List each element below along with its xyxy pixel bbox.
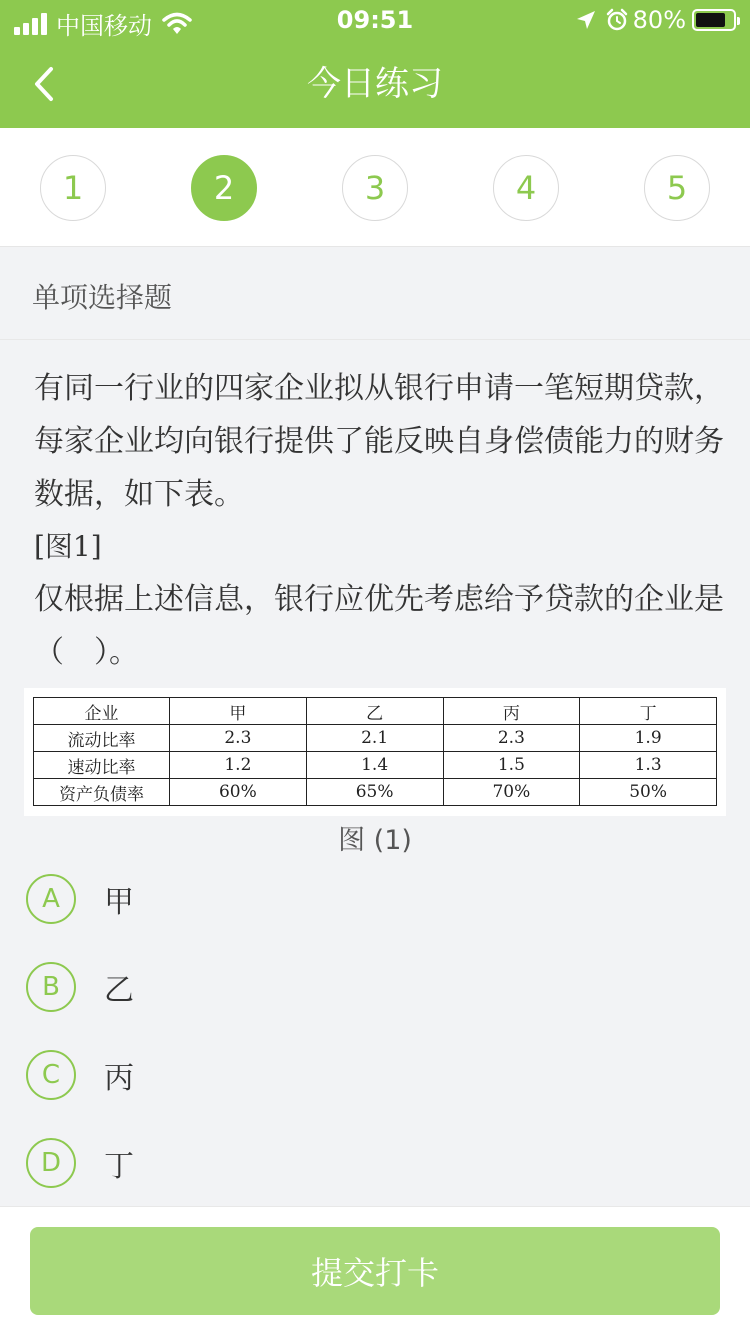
option-letter: C bbox=[26, 1050, 76, 1100]
table-cell: 60% bbox=[170, 779, 307, 806]
carrier-name: 中国移动 bbox=[56, 12, 152, 40]
table-header-cell: 甲 bbox=[170, 698, 307, 725]
step-label: 2 bbox=[213, 169, 235, 207]
option-a[interactable] bbox=[26, 871, 726, 927]
table-cell: 1.4 bbox=[306, 752, 443, 779]
step-label: 4 bbox=[515, 169, 537, 207]
option-d[interactable] bbox=[26, 1135, 726, 1191]
table-cell: 1.9 bbox=[580, 725, 717, 752]
status-bar bbox=[0, 0, 750, 40]
ratio-table bbox=[33, 697, 717, 806]
submit-button[interactable]: 提交打卡 bbox=[30, 1227, 720, 1315]
option-text: 乙 bbox=[104, 973, 134, 1008]
step-label: 1 bbox=[62, 169, 84, 207]
table-cell: 2.3 bbox=[443, 725, 580, 752]
option-text: 甲 bbox=[104, 885, 134, 920]
table-row bbox=[34, 779, 717, 806]
question-type: 单项选择题 bbox=[32, 281, 173, 314]
step-5[interactable] bbox=[644, 155, 710, 221]
option-c[interactable] bbox=[26, 1047, 726, 1103]
table-cell: 速动比率 bbox=[34, 752, 170, 779]
status-right bbox=[575, 6, 736, 34]
location-arrow-icon bbox=[575, 9, 597, 31]
table-header-cell: 乙 bbox=[306, 698, 443, 725]
battery-tip bbox=[737, 17, 740, 25]
data-table-figure bbox=[24, 688, 726, 816]
page-title: 今日练习 bbox=[307, 64, 443, 104]
option-letter: A bbox=[26, 874, 76, 924]
figure-caption: 图 (1) bbox=[338, 825, 412, 856]
battery-icon bbox=[692, 9, 736, 31]
question-text: 有同一行业的四家企业拟从银行申请一笔短期贷款，每家企业均向银行提供了能反映自身偿债能力的财务数据，如下表。 bbox=[34, 371, 724, 512]
table-cell: 1.5 bbox=[443, 752, 580, 779]
question-prompt: 仅根据上述信息，银行应优先考虑给予贷款的企业是（ ）。 bbox=[34, 582, 724, 670]
table-cell: 流动比率 bbox=[34, 725, 170, 752]
step-label: 5 bbox=[666, 169, 688, 207]
alarm-clock-icon bbox=[605, 8, 629, 32]
battery-percent: 80% bbox=[632, 6, 686, 34]
table-cell: 70% bbox=[443, 779, 580, 806]
question-stepper bbox=[0, 128, 750, 247]
step-4[interactable] bbox=[493, 155, 559, 221]
status-time: 09:51 bbox=[336, 6, 414, 34]
table-cell: 1.2 bbox=[170, 752, 307, 779]
question-body bbox=[34, 362, 734, 679]
option-letter: B bbox=[26, 962, 76, 1012]
step-1[interactable] bbox=[40, 155, 106, 221]
option-text: 丁 bbox=[104, 1149, 134, 1184]
battery-level bbox=[696, 13, 725, 27]
question-type-bar bbox=[0, 248, 750, 340]
step-label: 3 bbox=[364, 169, 386, 207]
header bbox=[0, 0, 750, 128]
option-letter: D bbox=[26, 1138, 76, 1188]
table-cell: 2.1 bbox=[306, 725, 443, 752]
table-header-cell: 企业 bbox=[34, 698, 170, 725]
table-row bbox=[34, 752, 717, 779]
table-row bbox=[34, 725, 717, 752]
table-header-row bbox=[34, 698, 717, 725]
nav-bar bbox=[0, 40, 750, 128]
table-cell: 资产负债率 bbox=[34, 779, 170, 806]
step-2[interactable] bbox=[191, 155, 257, 221]
option-b[interactable] bbox=[26, 959, 726, 1015]
table-cell: 2.3 bbox=[170, 725, 307, 752]
table-cell: 65% bbox=[306, 779, 443, 806]
figure-reference: [图1] bbox=[34, 530, 102, 563]
step-3[interactable] bbox=[342, 155, 408, 221]
table-header-cell: 丙 bbox=[443, 698, 580, 725]
table-header-cell: 丁 bbox=[580, 698, 717, 725]
table-cell: 1.3 bbox=[580, 752, 717, 779]
footer bbox=[0, 1206, 750, 1334]
table-cell: 50% bbox=[580, 779, 717, 806]
option-text: 丙 bbox=[104, 1061, 134, 1096]
